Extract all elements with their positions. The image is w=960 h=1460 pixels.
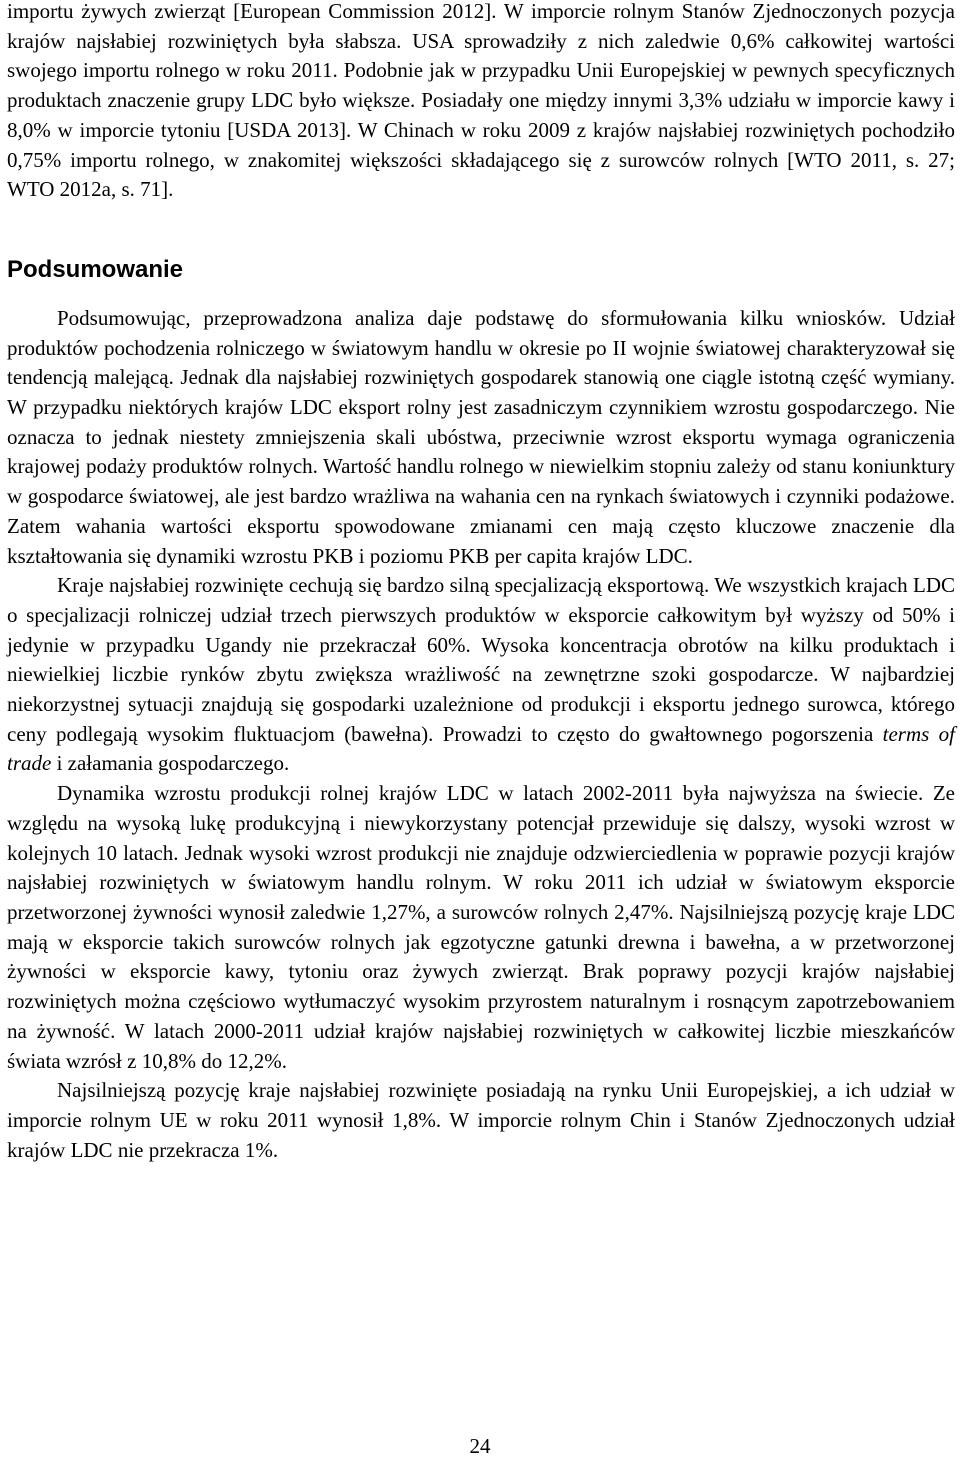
paragraph-text-segment: Kraje najsłabiej rozwinięte cechują się bardzo silną specjalizacją eksportową. We wszystkich krajach LDC o specjalizacji rolniczej udział trzech pierwszych produktów w eksporcie całkowitym był wyższy od 50% i jedynie w przypadku Ugandy nie przekraczał 60%. Wysoka koncentracja obrotów na kilku produktach i niewielkiej liczbie rynków zbytu zwiększa wrażliwość na zewnętrzne szoki gospodarcze. W najbardziej niekorzystnej sytuacji znajdują się gospodarki uzależnione od produkcji i eksportu jednego surowca, którego ceny podlegają wysokim fluktuacjom (bawełna). Prowadzi to często do gwałtownego pogorszenia bbox=[7, 573, 955, 746]
paragraph-export-specialization bbox=[7, 571, 955, 779]
paragraph-summary-conclusions: Podsumowując, przeprowadzona analiza daje podstawę do sformułowania kilku wniosków. Udział produktów pochodzenia rolniczego w światowym handlu w okresie po II wojnie światowej charakteryzował się tendencją malejącą. Jednak dla najsłabiej rozwiniętych gospodarek stanowią one ciągle istotną część wymiany. W przypadku niektórych krajów LDC eksport rolny jest zasadniczym czynnikiem wzrostu gospodarczego. Nie oznacza to jednak niestety zmniejszenia skali ubóstwa, przeciwnie wzrost eksportu wymaga ograniczenia krajowej podaży produktów rolnych. Wartość handlu rolnego w niewielkim stopniu zależy od stanu koniunktury w gospodarce światowej, ale jest bardzo wrażliwa na wahania cen na rynkach światowych i czynniki podażowe. Zatem wahania wartości eksportu spowodowane zmianami cen mają często kluczowe znaczenie dla kształtowania się dynamiki wzrostu PKB i poziomu PKB per capita krajów LDC. bbox=[7, 305, 955, 568]
paragraph-text-segment: i załamania gospodarczego. bbox=[51, 751, 290, 776]
paragraph-eu-position: Najsilniejszą pozycję kraje najsłabiej rozwinięte posiadają na rynku Unii Europejskiej, a ich udział w imporcie rolnym UE w roku 2011 wynosił 1,8%. W imporcie rolnym Chin i Stanów Zjednoczonych udział krajów LDC nie przekracza 1%. bbox=[7, 1078, 955, 1162]
page-number: 24 bbox=[469, 1434, 491, 1458]
section-heading-podsumowanie: Podsumowanie bbox=[7, 255, 184, 283]
italic-term-terms-of-trade: terms of trade bbox=[7, 721, 955, 776]
paragraph-import-continuation: importu żywych zwierząt [European Commission 2012]. W imporcie rolnym Stanów Zjednoczonych pozycja krajów najsłabiej rozwiniętych była słabsza. USA sprowadziły z nich zaledwie 0,6% całkowitej wartości swojego importu rolnego w roku 2011. Podobnie jak w przypadku Unii Europejskiej w pewnych specyficznych produktach znaczenie grupy LDC było większe. Posiadały one między innymi 3,3% udziału w imporcie kawy i 8,0% w imporcie tytoniu [USDA 2013]. W Chinach w roku 2009 z krajów najsłabiej rozwiniętych pochodziło 0,75% importu rolnego, w znakomitej większości składającego się z surowców rolnych [WTO 2011, s. 27; WTO 2012a, s. 71]. bbox=[7, 0, 955, 202]
document-page bbox=[7, 0, 955, 1165]
paragraph-production-dynamics: Dynamika wzrostu produkcji rolnej krajów LDC w latach 2002-2011 była najwyższa na świecie. Ze względu na wysoką lukę produkcyjną i niewykorzystany potencjał przewiduje się dalszy, wysoki wzrost w kolejnych 10 latach. Jednak wysoki wzrost produkcji nie znajduje odzwierciedlenia w poprawie pozycji krajów najsłabiej rozwiniętych w światowym handlu rolnym. W roku 2011 ich udział w światowym eksporcie przetworzonej żywności wynosił zaledwie 1,27%, a surowców rolnych 2,47%. Najsilniejszą pozycję kraje LDC mają w eksporcie takich surowców rolnych jak egzotyczne gatunki drewna i bawełna, a w przetworzonej żywności w eksporcie kawy, tytoniu oraz żywych zwierząt. Brak poprawy pozycji krajów najsłabiej rozwiniętych można częściowo wytłumaczyć wysokim przyrostem naturalnym i rosnącym zapotrzebowaniem na żywność. W latach 2000-2011 udział krajów najsłabiej rozwiniętych w całkowitej liczbie mieszkańców świata wzrósł z 10,8% do 12,2%. bbox=[7, 781, 955, 1073]
